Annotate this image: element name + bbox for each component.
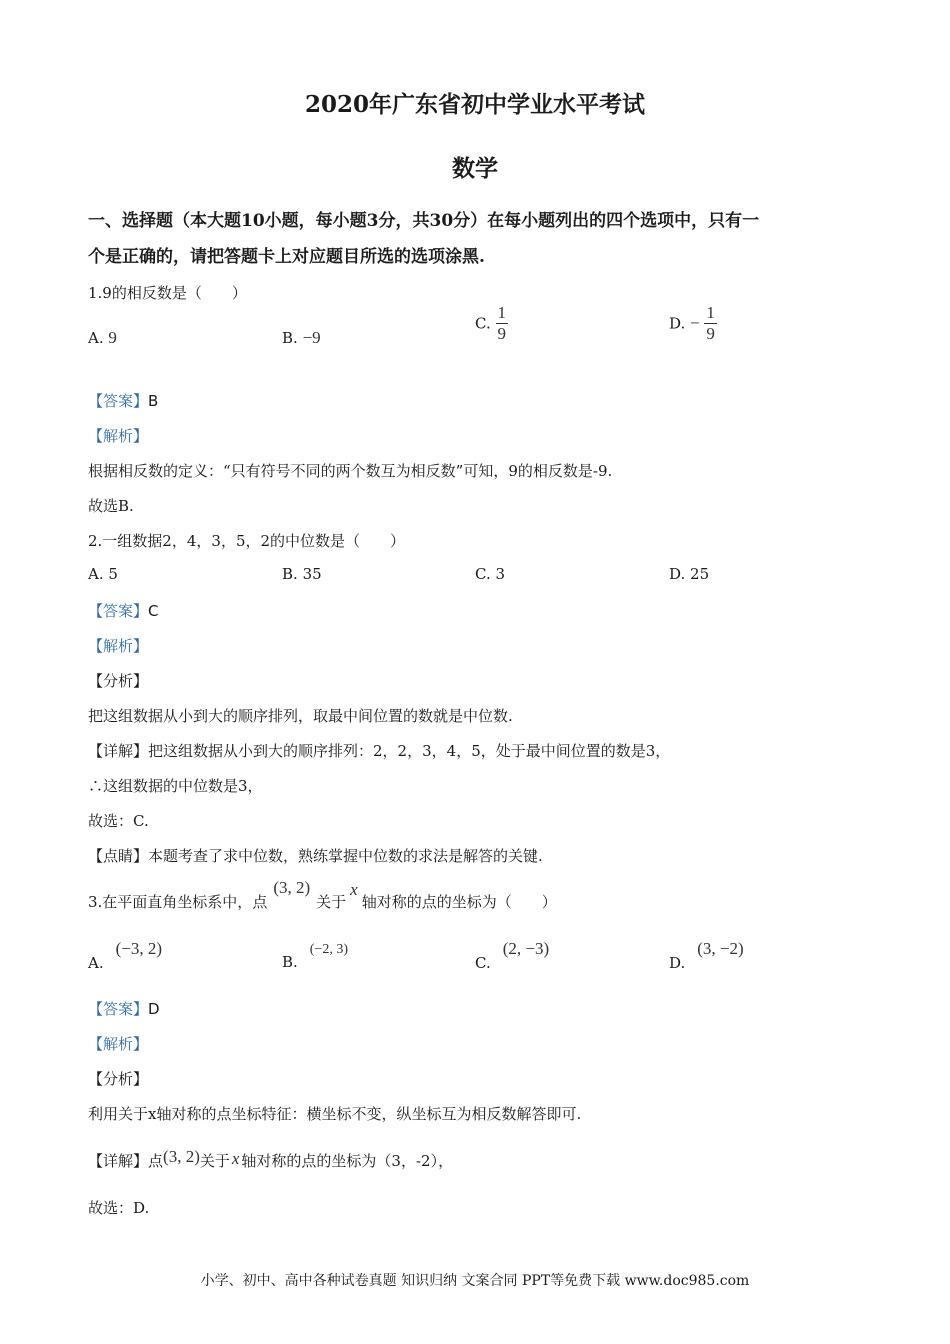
- q3-fenxi-tag: 【分析】: [88, 1070, 149, 1088]
- q2-therefore: ∴这组数据的中位数是3，: [88, 777, 263, 795]
- q1-option-a: A. 9: [88, 328, 117, 347]
- q2-fenxi: 把这组数据从小到大的顺序排列，取最中间位置的数就是中位数.: [88, 707, 513, 725]
- footer-text: 小学、初中、高中各种试卷真题 知识归纳 文案合同 PPT等免费下载 www.doc985.com: [200, 1273, 750, 1289]
- section-heading-line1: 一、选择题（本大题10小题，每小题3分，共30分）在每小题列出的四个选项中，只有一: [88, 211, 760, 231]
- q1-analysis-tag: 【解析】: [88, 427, 149, 445]
- q3-stem: 3.在平面直角坐标系中，点(3, 2)关于x轴对称的点的坐标为（ ）: [88, 878, 557, 911]
- section-heading-line2: 个是正确的，请把答题卡上对应题目所选的选项涂黑.: [88, 247, 485, 267]
- q1-option-c-fraction: $\frac{1}{9}$: [497, 303, 506, 343]
- q2-option-a: A. 5: [88, 565, 118, 583]
- q2-comment: 【点睛】本题考查了求中位数，熟练掌握中位数的求法是解答的关键.: [88, 847, 543, 865]
- q2-stem: 2.一组数据2，4，3，5，2的中位数是（ ）: [88, 532, 406, 550]
- q3-conclusion: 故选：D.: [88, 1199, 150, 1217]
- q2-analysis-tag: 【解析】: [88, 637, 149, 655]
- q3-answer: 【答案】D: [88, 1000, 160, 1018]
- q2-option-d: D. 25: [669, 565, 710, 583]
- q2-option-b: B. 35: [282, 565, 322, 583]
- q1-option-c: C. $\frac{1}{9}$: [475, 303, 506, 343]
- q3-option-b: B.(−2, 3): [282, 942, 349, 971]
- q2-conclusion: 故选：C.: [88, 812, 149, 830]
- q2-detail: 【详解】把这组数据从小到大的顺序排列：2，2，3，4，5，处于最中间位置的数是3，: [88, 742, 671, 760]
- q1-option-b: B. −9: [282, 328, 321, 347]
- q3-fenxi: 利用关于x轴对称的点坐标特征：横坐标不变，纵坐标互为相反数解答即可.: [88, 1105, 582, 1123]
- q1-option-d-fraction: $\frac{1}{9}$: [706, 303, 715, 343]
- subject-title: 数学: [452, 155, 498, 182]
- q1-analysis: 根据相反数的定义：“只有符号不同的两个数互为相反数”可知，9的相反数是-9.: [88, 462, 613, 480]
- q3-option-c: C.(2, −3): [475, 939, 550, 972]
- q1-stem: 1.9的相反数是（ ）: [88, 284, 247, 302]
- q1-answer: 【答案】B: [88, 392, 159, 410]
- q3-option-d: D.(3, −2): [669, 939, 744, 972]
- q1-conclusion: 故选B.: [88, 497, 134, 515]
- page-title: 2020年广东省初中学业水平考试: [304, 91, 645, 118]
- q2-option-c: C. 3: [475, 565, 506, 583]
- q3-detail: 【详解】点(3, 2)关于 x 轴对称的点的坐标为（3，-2），: [88, 1147, 454, 1170]
- q3-analysis-tag: 【解析】: [88, 1035, 149, 1053]
- q1-option-d: D. − $\frac{1}{9}$: [669, 303, 715, 343]
- q2-answer: 【答案】C: [88, 602, 159, 620]
- q3-option-a: A.(−3, 2): [88, 939, 163, 972]
- q2-fenxi-tag: 【分析】: [88, 672, 149, 690]
